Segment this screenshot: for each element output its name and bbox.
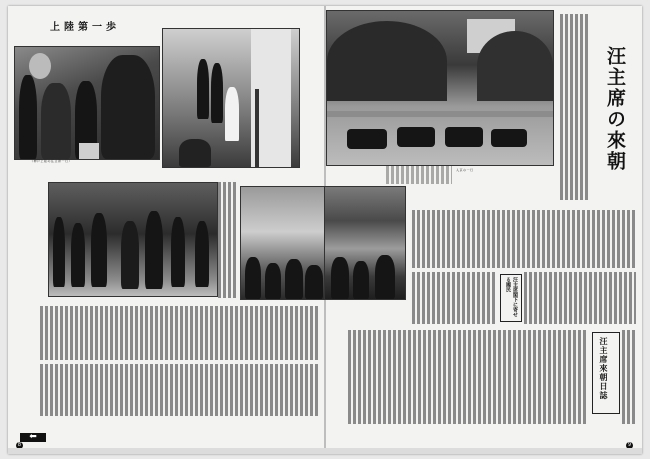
- sub-heading: 汪主席閣下に寄せる國民: [505, 277, 518, 317]
- left-page-heading: 上陸第一歩: [50, 22, 120, 33]
- sub-article-text: [412, 272, 496, 324]
- article-text-block-1: [40, 306, 320, 360]
- article-text-block-4: [524, 272, 636, 324]
- motorcade-caption-text: [386, 166, 452, 184]
- photo-station-platform: [48, 182, 218, 297]
- article-intro-column: [560, 14, 590, 200]
- article-text-block-5: [348, 330, 586, 424]
- photo-landing-greeting: [14, 46, 160, 160]
- diary-title-box: [592, 332, 620, 414]
- prev-page-arrow[interactable]: ⬅: [20, 433, 46, 442]
- photo-gangway: [162, 28, 300, 168]
- right-page: [326, 6, 642, 454]
- photo-motorcade: [326, 10, 554, 166]
- left-page-number: 8: [17, 442, 22, 448]
- photo-welcome-crowd-left: [240, 186, 326, 300]
- motorcade-caption: 入京の一行: [456, 168, 474, 172]
- diary-text: [622, 330, 636, 424]
- diary-title: 汪主席來朝日誌: [599, 337, 609, 400]
- photo1-caption: （神戸上陸の汪主席一行）: [30, 159, 73, 163]
- article-text-block-3: [412, 210, 636, 268]
- article-title: 汪主席の來朝: [604, 46, 626, 172]
- caption-column-text: [218, 182, 236, 298]
- right-page-number: 9: [627, 442, 632, 448]
- magazine-spread: [8, 6, 642, 454]
- article-text-block-2: [40, 364, 320, 416]
- bottom-bar: [8, 448, 642, 454]
- photo-welcome-crowd-right: [324, 186, 406, 300]
- left-page: [8, 6, 324, 454]
- sub-heading-box: [500, 274, 522, 322]
